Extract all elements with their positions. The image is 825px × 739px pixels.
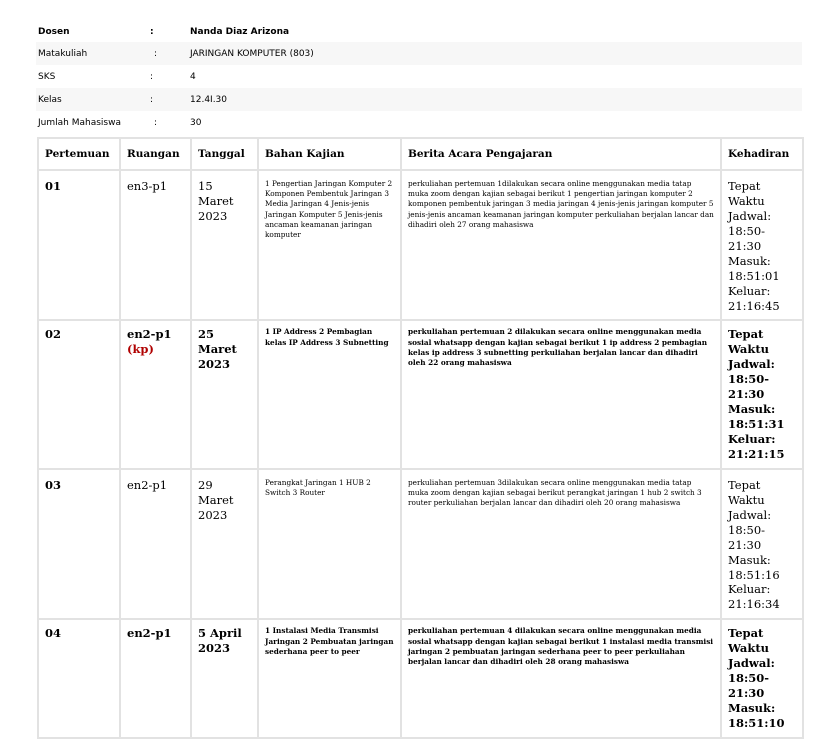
attendance-status: Tepat Waktu xyxy=(728,327,770,357)
cell-pertemuan: 04 xyxy=(38,619,120,738)
cell-tanggal: 25 Maret 2023 xyxy=(191,320,258,468)
room-code: en3-p1 xyxy=(127,179,168,193)
info-separator: : xyxy=(154,117,158,128)
attendance-line: 18:51:01 xyxy=(728,268,780,283)
room-code: en2-p1 xyxy=(127,626,172,641)
header-berita-acara: Berita Acara Pengajaran xyxy=(401,138,721,170)
info-label: Dosen xyxy=(38,27,70,37)
info-separator: : xyxy=(150,94,154,105)
header-ruangan: Ruangan xyxy=(120,138,191,170)
info-separator: : xyxy=(150,71,154,82)
info-label: Jumlah Mahasiswa xyxy=(38,117,121,128)
info-value-dosen: Nanda Diaz Arizona xyxy=(190,27,290,37)
attendance-line: 18:50-21:30 xyxy=(728,372,770,402)
attendance-line: Jadwal: xyxy=(728,208,772,223)
cell-pertemuan: 02 xyxy=(38,320,120,468)
info-value-jumlah: 30 xyxy=(190,117,202,128)
kp-badge: (kp) xyxy=(127,342,154,357)
info-separator: : xyxy=(150,27,154,37)
info-label: SKS xyxy=(38,71,56,82)
cell-bahan-kajian: 1 IP Address 2 Pembagian kelas IP Address 3 Subnetting xyxy=(258,320,401,468)
header-pertemuan: Pertemuan xyxy=(38,138,120,170)
attendance-line: 18:50-21:30 xyxy=(728,671,770,701)
attendance-line: Masuk: xyxy=(728,701,776,715)
attendance-status: Tepat Waktu xyxy=(728,179,765,208)
info-row-jumlah xyxy=(36,111,802,134)
attendance-line: 21:16:34 xyxy=(728,597,780,612)
info-separator: : xyxy=(154,48,158,59)
cell-ruangan xyxy=(120,469,191,619)
cell-kehadiran xyxy=(721,619,803,738)
info-value-sks: 4 xyxy=(190,71,196,82)
attendance-line: Keluar: xyxy=(728,582,771,597)
cell-pertemuan: 01 xyxy=(38,170,120,320)
cell-bahan-kajian: 1 Pengertian Jaringan Komputer 2 Komponen Pembentuk Jaringan 3 Media Jaringan 4 Jenis-jenis Jaringan Komputer 5 Jenis-jenis ancaman keamanan jaringan komputer xyxy=(258,170,401,320)
header-tanggal: Tanggal xyxy=(191,138,258,170)
info-label: Kelas xyxy=(38,94,62,105)
attendance-line: 18:51:16 xyxy=(728,567,780,582)
cell-bahan-kajian: 1 Instalasi Media Transmisi Jaringan 2 Pembuatan jaringan sederhana peer to peer xyxy=(258,619,401,738)
info-row-dosen xyxy=(36,22,802,42)
table-row xyxy=(38,469,803,619)
info-label: Matakuliah xyxy=(38,48,88,59)
header-kehadiran: Kehadiran xyxy=(721,138,803,170)
attendance-status: Tepat Waktu xyxy=(728,477,765,507)
cell-berita-acara: perkuliahan pertemuan 1dilakukan secara online menggunakan media tatap muka zoom dengan kajian sebagai berikut 1 pengertian jaringan komputer 2 komponen pembentuk jaringan 3 media jaringan 4 jenis-jenis jaringan komputer 5 jenis-jenis ancaman keamanan jaringan komputer perkuliahan berjalan lancar dan dihadiri oleh 27 orang mahasiswa xyxy=(401,170,721,320)
header-bahan-kajian: Bahan Kajian xyxy=(258,138,401,170)
info-value-kelas: 12.4I.30 xyxy=(190,94,228,105)
attendance-line: Keluar: xyxy=(728,432,776,446)
cell-tanggal: 5 April 2023 xyxy=(191,619,258,738)
room-code: en2-p1 xyxy=(127,327,172,342)
info-row-matakuliah xyxy=(36,42,802,65)
attendance-status: Tepat Waktu xyxy=(728,626,770,656)
attendance-line: Masuk: xyxy=(728,552,771,567)
cell-ruangan xyxy=(120,619,191,738)
cell-pertemuan: 03 xyxy=(38,469,120,619)
attendance-line: Jadwal: xyxy=(728,656,775,671)
schedule-table xyxy=(37,137,804,739)
table-row xyxy=(38,619,803,738)
cell-kehadiran xyxy=(721,469,803,619)
cell-kehadiran xyxy=(721,170,803,320)
attendance-line: Masuk: xyxy=(728,253,771,268)
cell-berita-acara: perkuliahan pertemuan 4 dilakukan secara online menggunakan media sosial whatsapp dengan kajian sebagai berikut 1 instalasi media transmisi jaringan 2 pembuatan jaringan sederhana peer to peer perkuliahan berjalan lancar dan dihadiri oleh 28 orang mahasiswa xyxy=(401,619,721,738)
cell-tanggal: 29 Maret 2023 xyxy=(191,469,258,619)
attendance-line: Masuk: xyxy=(728,402,776,417)
cell-bahan-kajian: Perangkat Jaringan 1 HUB 2 Switch 3 Router xyxy=(258,469,401,619)
cell-tanggal: 15 Maret 2023 xyxy=(191,170,258,320)
attendance-line: 21:16:45 xyxy=(728,298,780,313)
attendance-line: 21:21:15 xyxy=(728,446,785,461)
info-row-kelas xyxy=(36,88,802,111)
attendance-line: Jadwal: xyxy=(728,507,772,522)
attendance-line: 18:50-21:30 xyxy=(728,522,766,552)
attendance-line: 18:51:10 xyxy=(728,715,785,730)
info-value-matakuliah: JARINGAN KOMPUTER (803) xyxy=(190,48,314,59)
attendance-line: 18:50-21:30 xyxy=(728,223,766,253)
table-row xyxy=(38,320,803,468)
info-row-sks xyxy=(36,65,802,88)
cell-berita-acara: perkuliahan pertemuan 3dilakukan secara online menggunakan media tatap muka zoom dengan kajian sebagai berikut perangkat jaringan 1 hub 2 switch 3 router perkuliahan berjalan lancar dan dihadiri oleh 20 orang mahasiswa xyxy=(401,469,721,619)
attendance-line: 18:51:31 xyxy=(728,417,785,432)
attendance-line: Jadwal: xyxy=(728,357,775,372)
course-info xyxy=(36,22,802,134)
cell-ruangan xyxy=(120,170,191,320)
cell-ruangan xyxy=(120,320,191,468)
cell-berita-acara: perkuliahan pertemuan 2 dilakukan secara online menggunakan media sosial whatsapp dengan kajian sebagai berikut 1 ip address 2 pembagian kelas ip address 3 subnetting perkuliahan berjalan lancar dan dihadiri oleh 22 orang mahasiswa xyxy=(401,320,721,468)
room-code: en2-p1 xyxy=(127,477,168,492)
attendance-line: Keluar: xyxy=(728,283,771,298)
table-row xyxy=(38,170,803,320)
table-header-row xyxy=(38,138,803,170)
cell-kehadiran xyxy=(721,320,803,468)
